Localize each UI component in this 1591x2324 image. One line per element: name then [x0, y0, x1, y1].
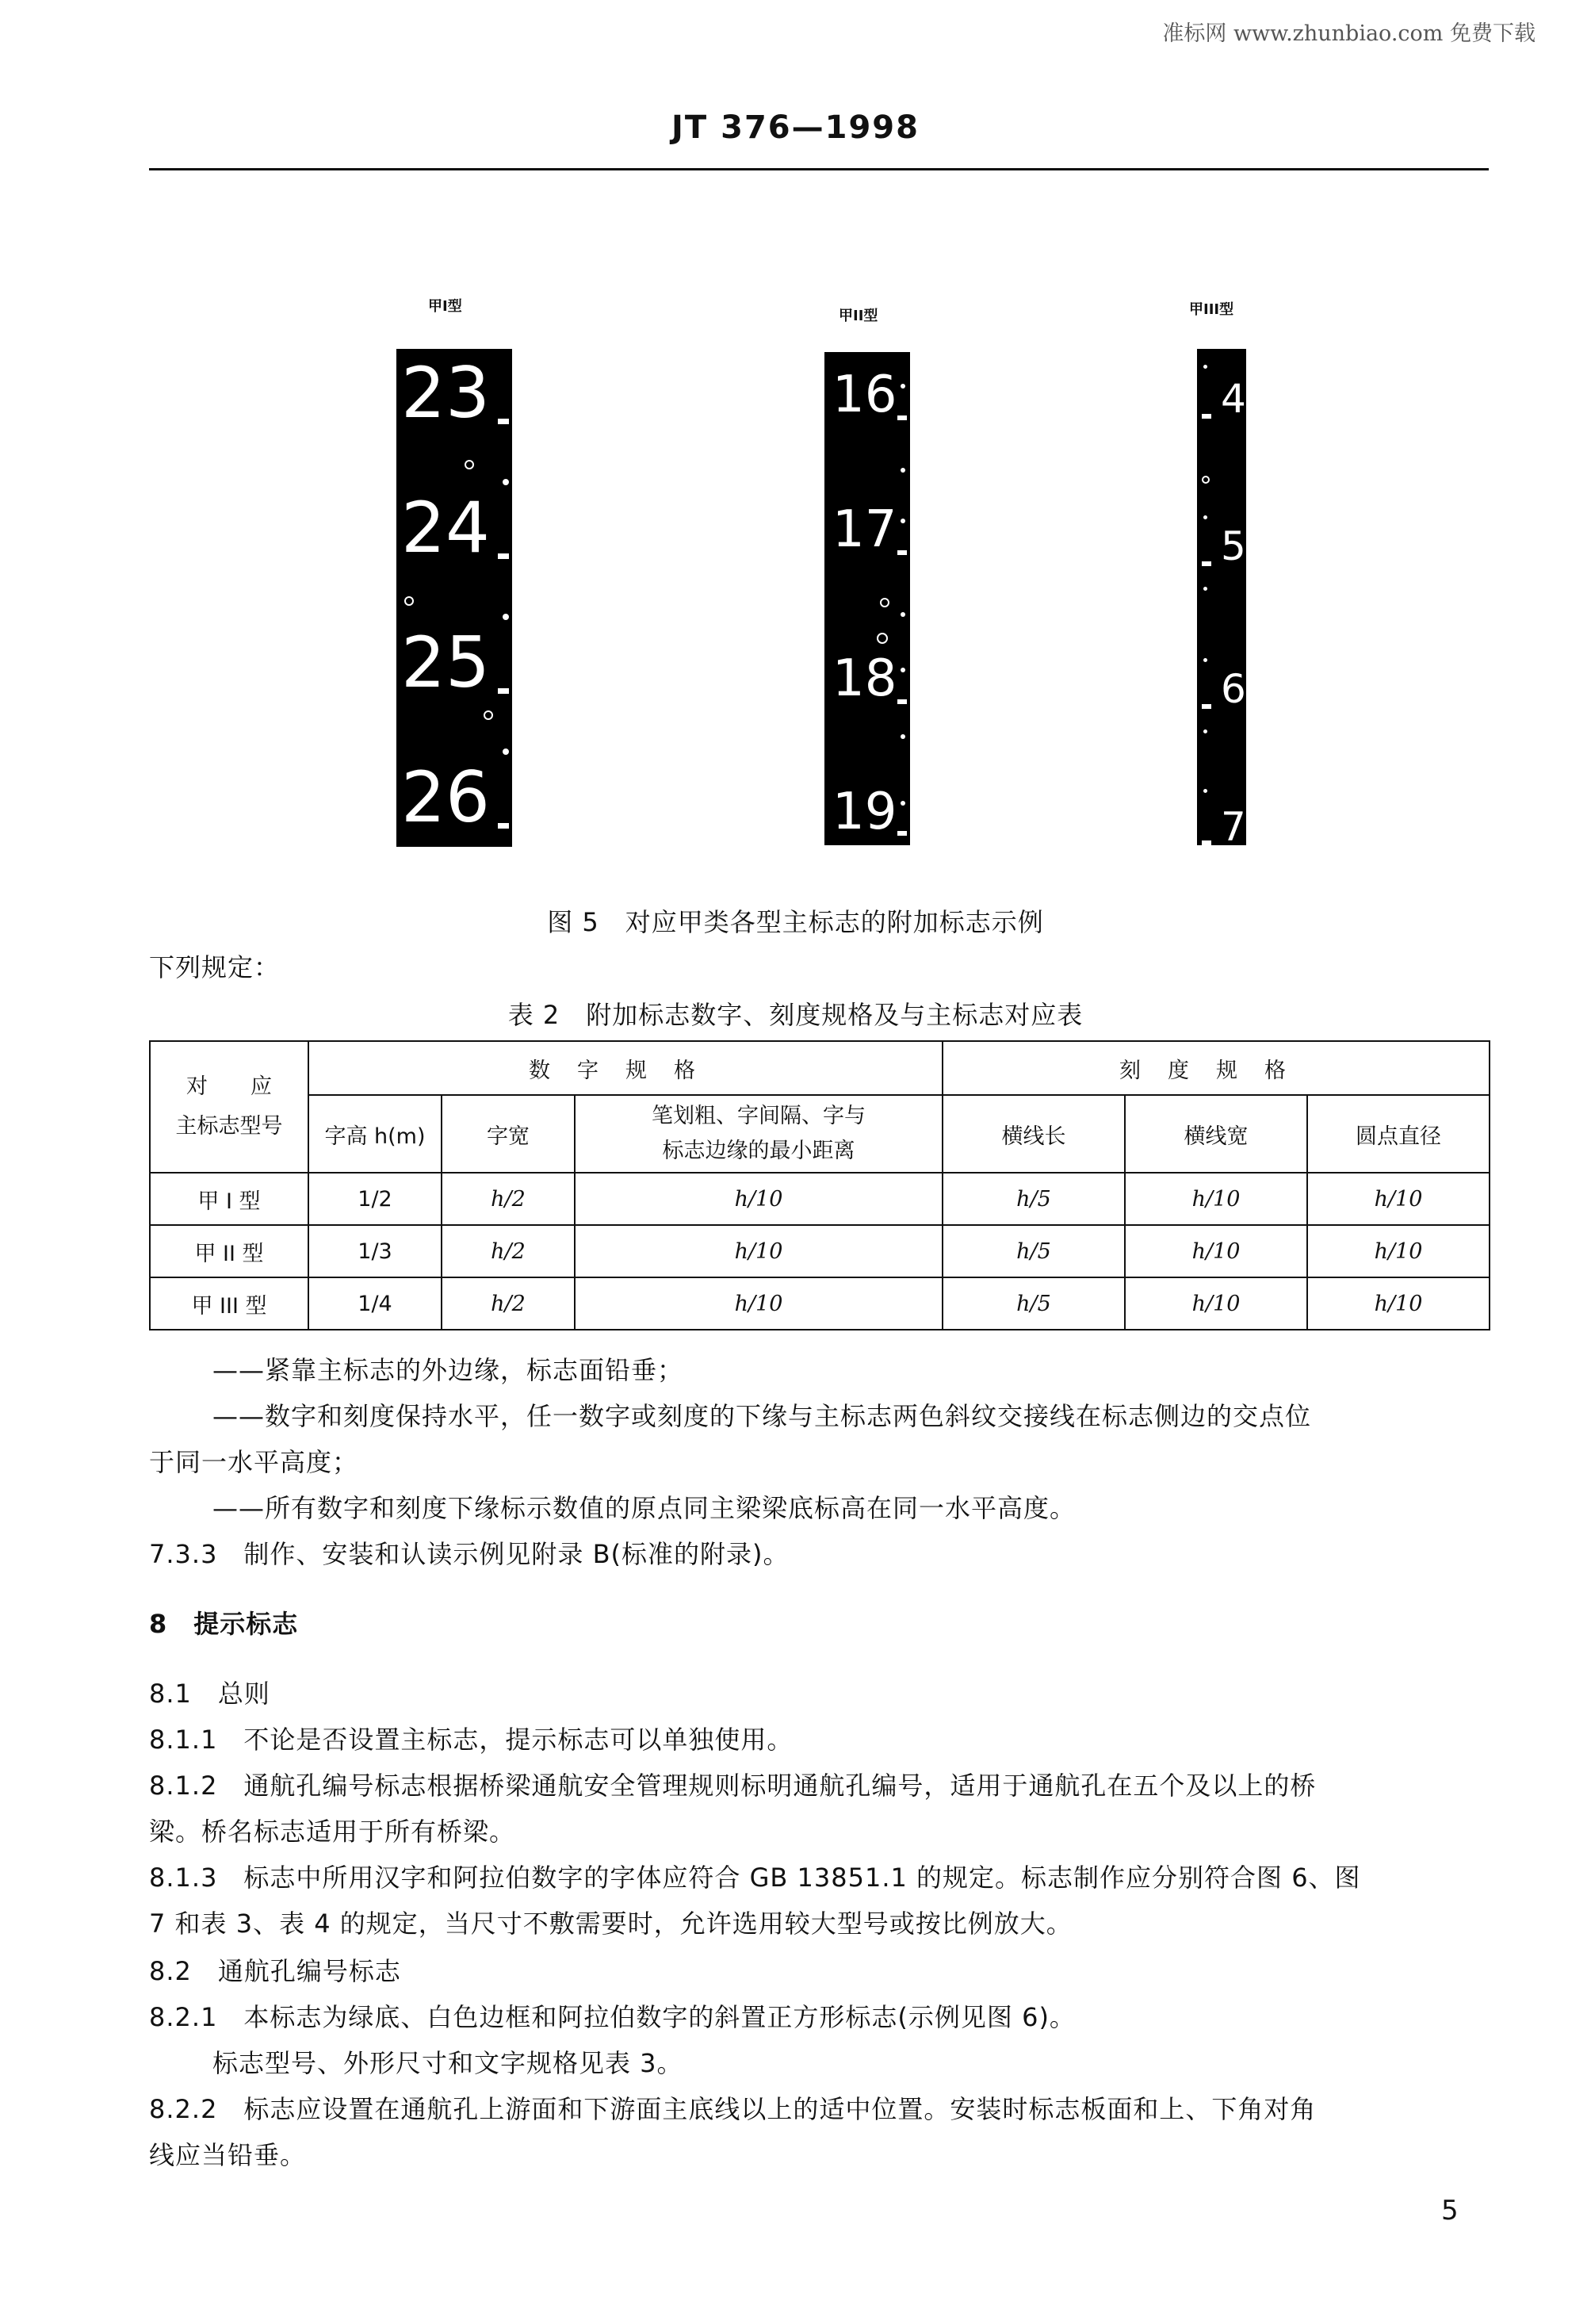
panel-label-jia-2: 甲II型: [839, 308, 878, 324]
cell-stroke: h/10: [575, 1225, 943, 1277]
cell-dot: h/10: [1307, 1225, 1490, 1277]
cell-height: 1/3: [308, 1225, 442, 1277]
panel-label-jia-1: 甲I型: [428, 298, 462, 315]
scale-number: 23: [401, 352, 490, 434]
watermark: 准标网 www.zhunbiao.com 免费下载: [1162, 21, 1536, 46]
cell-height: 1/2: [308, 1173, 442, 1225]
cell-line-len: h/5: [943, 1277, 1125, 1330]
scale-dot: [503, 749, 509, 755]
scale-tick: [897, 550, 907, 555]
cell-line-len: h/5: [943, 1225, 1125, 1277]
group-digit-header: 数字规格: [308, 1041, 943, 1095]
scale-tick: [498, 419, 509, 424]
scale-number: 5: [1221, 523, 1246, 569]
corner-line-2: 主标志型号: [175, 1114, 283, 1139]
clause-8-2-2-cont: 线应当铅垂。: [149, 2140, 307, 2170]
cell-stroke: h/10: [575, 1173, 943, 1225]
cell-height: 1/4: [308, 1277, 442, 1330]
table-row: [150, 1225, 1490, 1277]
scale-ring: [484, 710, 493, 720]
scale-ring: [404, 596, 414, 606]
section-8-title: 8 提示标志: [149, 1609, 299, 1639]
rule-2: ——数字和刻度保持水平，任一数字或刻度的下缘与主标志两色斜纹交接线在标志侧边的交点位: [212, 1401, 1312, 1431]
scale-dot: [503, 614, 509, 620]
col-stroke-line-1: 笔划粗、字间隔、字与: [652, 1104, 866, 1128]
scale-number: 17: [832, 500, 897, 559]
col-width-header: 字宽: [442, 1095, 575, 1173]
scale-dot: [1203, 365, 1207, 369]
col-line-wid-header: 横线宽: [1125, 1095, 1307, 1173]
cell-width: h/2: [442, 1277, 575, 1330]
scale-dot: [901, 468, 905, 473]
scale-dot: [1203, 515, 1207, 519]
cell-type: 甲 I 型: [150, 1173, 308, 1225]
scale-tick: [897, 415, 907, 420]
scale-number: 18: [832, 649, 897, 708]
cell-line-wid: h/10: [1125, 1173, 1307, 1225]
cell-dot: h/10: [1307, 1173, 1490, 1225]
clause-8-2-1-cont: 标志型号、外形尺寸和文字规格见表 3。: [212, 2048, 683, 2078]
scale-dot: [1203, 658, 1207, 662]
panel-label-jia-3: 甲III型: [1189, 301, 1234, 318]
scale-ring: [877, 633, 888, 644]
page-number: 5: [1441, 2195, 1459, 2226]
scale-ring: [880, 598, 889, 607]
figure-caption: 图 5 对应甲类各型主标志的附加标志示例: [547, 907, 1044, 937]
scale-dot: [901, 668, 905, 672]
scale-dot: [901, 519, 905, 523]
intro-text: 下列规定：: [149, 952, 281, 982]
scale-tick: [1202, 561, 1211, 566]
clause-8-1-1: 8.1.1 不论是否设置主标志，提示标志可以单独使用。: [149, 1725, 794, 1755]
scale-tick: [498, 688, 509, 694]
cell-width: h/2: [442, 1173, 575, 1225]
scale-tick: [1202, 840, 1211, 845]
scale-number: 4: [1221, 376, 1246, 422]
clause-8-2: 8.2 通航孔编号标志: [149, 1956, 401, 1986]
standard-code: JT 376—1998: [671, 109, 920, 146]
panel-jia-1: [396, 349, 512, 847]
scale-tick: [498, 553, 509, 559]
clause-8-1-2-cont: 梁。桥名标志适用于所有桥梁。: [149, 1817, 516, 1847]
cell-type: 甲 II 型: [150, 1225, 308, 1277]
scale-dot: [901, 734, 905, 739]
scale-number: 6: [1221, 666, 1246, 712]
scale-number: 24: [401, 487, 490, 569]
scale-dot: [1203, 587, 1207, 591]
rule-3: ——所有数字和刻度下缘标示数值的原点同主梁梁底标高在同一水平高度。: [212, 1493, 1077, 1523]
cell-width: h/2: [442, 1225, 575, 1277]
clause-8-1-3-cont: 7 和表 3、表 4 的规定，当尺寸不敷需要时，允许选用较大型号或按比例放大。: [149, 1909, 1073, 1939]
cell-stroke: h/10: [575, 1277, 943, 1330]
clause-7-3-3: 7.3.3 制作、安装和认读示例见附录 B(标准的附录)。: [149, 1539, 790, 1569]
corner-line-1: 对 应: [186, 1074, 272, 1099]
clause-8-1: 8.1 总则: [149, 1679, 270, 1709]
col-line-len-header: 横线长: [943, 1095, 1125, 1173]
clause-8-1-2: 8.1.2 通航孔编号标志根据桥梁通航安全管理规则标明通航孔编号，适用于通航孔在五个及以上的桥: [149, 1771, 1317, 1801]
scale-number: 25: [401, 622, 490, 703]
scale-tick: [498, 823, 509, 829]
scale-dot: [503, 479, 509, 485]
clause-8-2-2: 8.2.2 标志应设置在通航孔上游面和下游面主底线以上的适中位置。安装时标志板面和上、下角对角: [149, 2094, 1317, 2124]
table-row: [150, 1277, 1490, 1330]
col-height-header: 字高 h(m): [308, 1095, 442, 1173]
scale-tick: [1202, 414, 1211, 419]
corner-header: [150, 1041, 308, 1173]
cell-line-wid: h/10: [1125, 1225, 1307, 1277]
cell-line-len: h/5: [943, 1173, 1125, 1225]
scale-tick: [1202, 704, 1211, 709]
scale-dot: [1203, 729, 1207, 733]
scale-number: 7: [1221, 804, 1246, 850]
scale-dot: [901, 384, 905, 389]
clause-8-1-3: 8.1.3 标志中所用汉字和阿拉伯数字的字体应符合 GB 13851.1 的规定。标志制作应分别符合图 6、图: [149, 1863, 1361, 1893]
scale-dot: [1203, 789, 1207, 793]
scale-number: 19: [832, 783, 897, 841]
table-caption: 表 2 附加标志数字、刻度规格及与主标志对应表: [507, 1000, 1084, 1030]
col-dot-header: 圆点直径: [1307, 1095, 1490, 1173]
spec-table: [149, 1040, 1490, 1330]
group-scale-header: 刻度规格: [943, 1041, 1490, 1095]
rule-2-cont: 于同一水平高度；: [149, 1447, 359, 1477]
cell-dot: h/10: [1307, 1277, 1490, 1330]
panel-jia-2: [824, 352, 910, 845]
col-stroke-line-2: 标志边缘的最小距离: [662, 1139, 855, 1163]
scale-number: 26: [401, 756, 490, 838]
scale-dot: [901, 801, 905, 806]
table-header-row: [150, 1041, 1490, 1095]
scale-tick: [897, 831, 907, 836]
cell-type: 甲 III 型: [150, 1277, 308, 1330]
header-rule: [149, 168, 1489, 170]
scale-number: 16: [832, 366, 897, 424]
scale-tick: [897, 699, 907, 704]
rule-1: ——紧靠主标志的外边缘，标志面铅垂；: [212, 1355, 684, 1385]
scale-dot: [901, 612, 905, 617]
table-subheader-row: [150, 1095, 1490, 1173]
col-stroke-header: [575, 1095, 943, 1173]
clause-8-2-1: 8.2.1 本标志为绿底、白色边框和阿拉伯数字的斜置正方形标志(示例见图 6)。: [149, 2002, 1076, 2032]
panel-jia-3: [1197, 349, 1246, 850]
scale-ring: [465, 460, 474, 469]
cell-line-wid: h/10: [1125, 1277, 1307, 1330]
scale-ring: [1202, 476, 1210, 484]
table-row: [150, 1173, 1490, 1225]
